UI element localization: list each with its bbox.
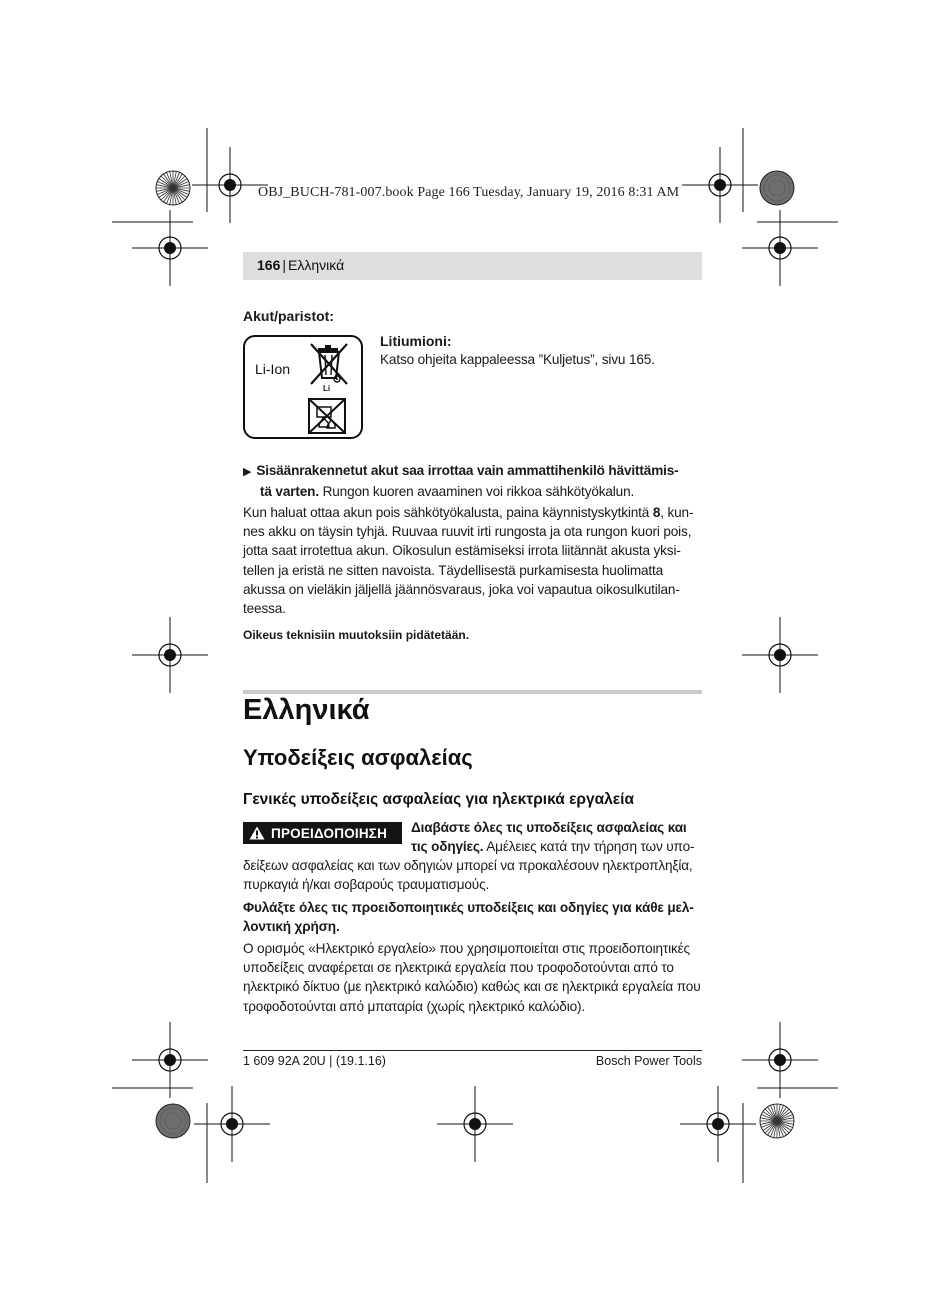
removal-line3: jotta saat irrotettua akun. Oikosulun estämiseksi irrota liitännät akusta yksi- [243, 543, 681, 559]
def-line4: τροφοδοτούνται από μπαταρία (χωρίς ηλεκτρικό καλώδιο). [243, 998, 585, 1014]
page-number: 166 [257, 257, 281, 273]
warn-bold-line2: τις οδηγίες. [411, 839, 484, 855]
keep-line1: Φυλάξτε όλες τις προειδοποιητικές υποδείξεις και οδηγίες για κάθε μελ- [243, 900, 694, 915]
removal-line5: akussa on vieläkin jäljellä jäännösvaraus, joka voi vapautua oikosulkutilan- [243, 581, 680, 597]
header-language: Ελληνικά [288, 257, 345, 273]
def-line3: ηλεκτρικό δίκτυο (με ηλεκτρικό καλώδιο) καθώς και σε ηλεκτρικά εργαλεία που [243, 979, 701, 995]
warning-normal-line2: Rungon kuoren avaaminen voi rikkoa sähkötyökalun. [318, 484, 635, 500]
footer-rule [243, 1050, 702, 1051]
removal-line1-b: , kun- [660, 505, 694, 520]
warn-line3: δείξεων ασφαλείας και των οδηγιών μπορεί να προκαλέσουν ηλεκτροπληξία, [243, 858, 693, 873]
warn-normal-line2: Αμέλειες κατά την τήρηση των υπο- [483, 839, 695, 855]
safety-section-title: Υποδείξεις ασφαλείας [243, 745, 473, 770]
removal-line4: tellen ja eristä ne sitten navoista. Täydellisestä purkamisesta huolimatta [243, 562, 664, 578]
removal-line6: teessa. [243, 601, 286, 617]
general-safety-subtitle: Γενικές υποδείξεις ασφαλείας για ηλεκτρικά εργαλεία [243, 791, 634, 808]
li-ion-disposal-symbol [243, 335, 363, 439]
warning-text-body [243, 856, 693, 894]
removal-line1-a: Kun haluat ottaa akun pois sähkötyökalusta, paina käynnistyskytkintä [243, 505, 653, 520]
footer-brand: Bosch Power Tools [595, 1054, 702, 1068]
running-header [243, 252, 702, 280]
warning-triangle-icon [249, 826, 265, 840]
print-job-line: OBJ_BUCH-781-007.book Page 166 Tuesday, January 19, 2016 8:31 AM [258, 185, 680, 200]
li-ion-label: Li-Ion [255, 361, 291, 377]
no-fire-battery-icon [307, 397, 347, 435]
warn-line4: πυρκαγιά ή/και σοβαρούς τραυματισμούς. [243, 877, 490, 893]
keep-instructions [243, 898, 694, 936]
greek-title: Ελληνικά [243, 694, 370, 726]
li-ion-type-label: Litiumioni: [380, 333, 452, 349]
warning-bold-line2: tä varten. [260, 484, 319, 500]
rights-note: Oikeus teknisiin muutoksiin pidätetään. [243, 628, 470, 642]
warning-label: ΠΡΟΕΙΔΟΠΟΙΗΣΗ [271, 825, 388, 841]
warning-bold-line1: Sisäänrakennetut akut saa irrottaa vain ammattihenkilö hävittämis- [256, 463, 679, 478]
switch-number: 8 [652, 505, 661, 520]
power-tool-definition [243, 939, 700, 1016]
warning-text-head [411, 818, 694, 856]
header-separator: | [282, 257, 286, 273]
removal-warning [243, 461, 713, 501]
bullet-arrow-icon: ▶ [243, 466, 252, 478]
def-line2: υποδείξεις αναφέρεται σε ηλεκτρικά εργαλεία που τροφοδοτούνται από το [243, 960, 674, 976]
warning-badge [243, 822, 402, 844]
removal-line2: nes akku on täysin tyhjä. Ruuvaa ruuvit irti rungosta ja ota rungon kuori pois, [243, 524, 692, 540]
batteries-heading: Akut/paristot: [243, 308, 334, 324]
warn-bold-line1: Διαβάστε όλες τις υποδείξεις ασφαλείας και [411, 820, 687, 835]
removal-paragraph [243, 503, 713, 618]
footer-code: 1 609 92A 20U | (19.1.16) [243, 1054, 386, 1068]
keep-line2: λοντική χρήση. [243, 919, 340, 935]
li-sublabel: Li [323, 384, 331, 393]
def-line1: Ο ορισμός «Ηλεκτρικό εργαλείο» που χρησιμοποιείται στις προειδοποιητικές [243, 941, 690, 956]
li-ion-type-text: Katso ohjeita kappaleessa ”Kuljetus”, sivu 165. [380, 352, 655, 367]
